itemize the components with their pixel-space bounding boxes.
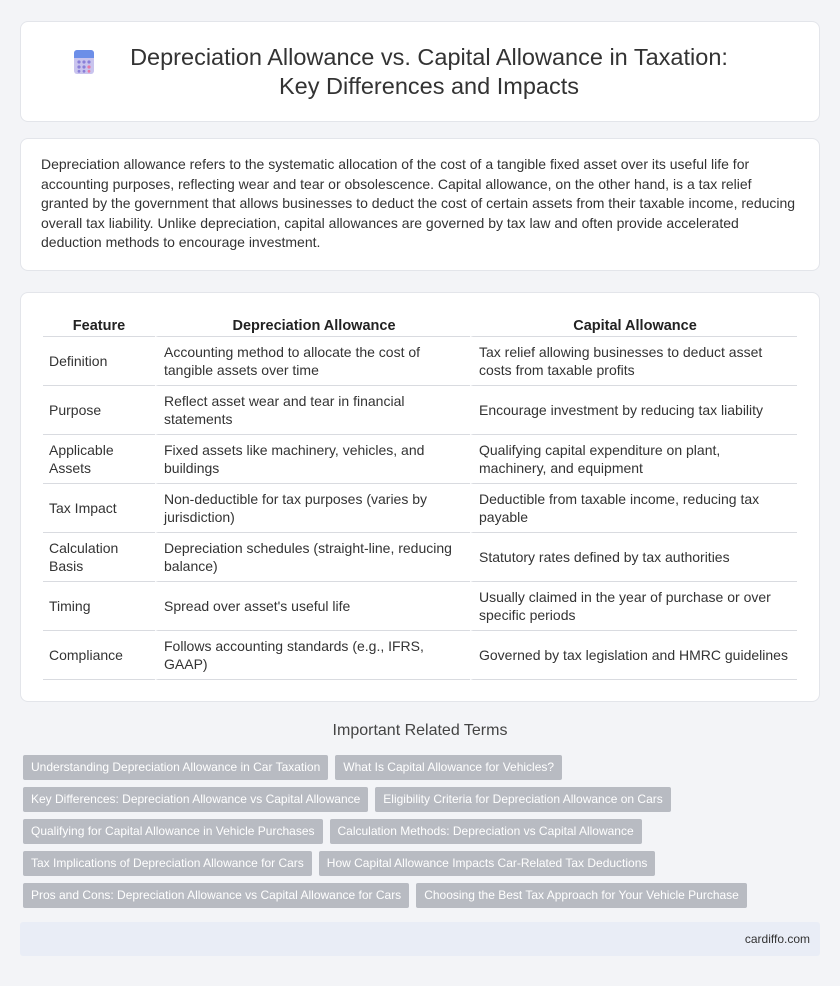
- table-row: [43, 337, 797, 386]
- table-row: [43, 631, 797, 680]
- table-cell: Applicable Assets: [43, 435, 155, 484]
- column-header-depreciation: Depreciation Allowance: [155, 313, 470, 337]
- site-link[interactable]: cardiffo.com: [744, 932, 810, 946]
- table-header-row: [43, 313, 797, 337]
- intro-paragraph: Depreciation allowance refers to the systematic allocation of the cost of a tangible fixed asset over its useful life for accounting purposes, reflecting wear and tear or obsolescence. Capital allowance, on the other hand, is a tax relief granted by the government that allows businesses to deduct the cost of certain assets from their taxable income, reducing overall tax liability. Unlike depreciation, capital allowances are governed by tax law and often provide accelerated deduction methods to encourage investment.: [41, 156, 796, 250]
- related-terms-title: Important Related Terms: [332, 722, 508, 739]
- table-cell: Statutory rates defined by tax authorities: [470, 533, 797, 582]
- table-cell: Encourage investment by reducing tax liability: [470, 386, 797, 435]
- related-term-link[interactable]: Pros and Cons: Depreciation Allowance vs Capital Allowance for Cars: [23, 883, 409, 908]
- related-term-link[interactable]: Choosing the Best Tax Approach for Your Vehicle Purchase: [416, 883, 747, 908]
- table-cell: Qualifying capital expenditure on plant, machinery, and equipment: [470, 435, 797, 484]
- table-cell: Accounting method to allocate the cost of tangible assets over time: [155, 337, 470, 386]
- table-cell: Usually claimed in the year of purchase or over specific periods: [470, 582, 797, 631]
- related-term-link[interactable]: Key Differences: Depreciation Allowance vs Capital Allowance: [23, 787, 368, 812]
- table-cell: Spread over asset's useful life: [155, 582, 470, 631]
- related-term-link[interactable]: Understanding Depreciation Allowance in Car Taxation: [23, 755, 328, 780]
- tag-row: [23, 787, 823, 812]
- intro-card: [20, 138, 820, 271]
- table-cell: Non-deductible for tax purposes (varies by jurisdiction): [155, 484, 470, 533]
- table-row: [43, 435, 797, 484]
- table-cell: Tax Impact: [43, 484, 155, 533]
- footer: [20, 922, 820, 956]
- column-header-feature: Feature: [43, 313, 155, 337]
- table-cell: Reflect asset wear and tear in financial statements: [155, 386, 470, 435]
- table-row: [43, 484, 797, 533]
- page-title: Depreciation Allowance vs. Capital Allowance in Taxation: Key Differences and Impacts: [130, 43, 728, 99]
- table-cell: Tax relief allowing businesses to deduct asset costs from taxable profits: [470, 337, 797, 386]
- tag-row: [23, 819, 823, 844]
- comparison-table-card: [20, 292, 820, 702]
- table-row: [43, 386, 797, 435]
- table-cell: Purpose: [43, 386, 155, 435]
- related-term-link[interactable]: How Capital Allowance Impacts Car-Related Tax Deductions: [319, 851, 656, 876]
- table-cell: Calculation Basis: [43, 533, 155, 582]
- table-cell: Compliance: [43, 631, 155, 680]
- related-term-link[interactable]: What Is Capital Allowance for Vehicles?: [335, 755, 562, 780]
- tag-row: [23, 883, 823, 908]
- tag-row: [23, 755, 823, 780]
- calculator-icon: [71, 49, 97, 75]
- related-terms-tags: [23, 755, 823, 915]
- related-term-link[interactable]: Calculation Methods: Depreciation vs Capital Allowance: [330, 819, 642, 844]
- table-cell: Definition: [43, 337, 155, 386]
- table-cell: Timing: [43, 582, 155, 631]
- table-cell: Follows accounting standards (e.g., IFRS, GAAP): [155, 631, 470, 680]
- table-row: [43, 533, 797, 582]
- tag-row: [23, 851, 823, 876]
- table-cell: Deductible from taxable income, reducing tax payable: [470, 484, 797, 533]
- comparison-table: [43, 313, 797, 680]
- related-term-link[interactable]: Eligibility Criteria for Depreciation Allowance on Cars: [375, 787, 670, 812]
- related-term-link[interactable]: Qualifying for Capital Allowance in Vehicle Purchases: [23, 819, 323, 844]
- table-row: [43, 582, 797, 631]
- table-cell: Governed by tax legislation and HMRC guidelines: [470, 631, 797, 680]
- table-cell: Fixed assets like machinery, vehicles, and buildings: [155, 435, 470, 484]
- table-cell: Depreciation schedules (straight-line, reducing balance): [155, 533, 470, 582]
- header-card: [20, 21, 820, 122]
- related-term-link[interactable]: Tax Implications of Depreciation Allowance for Cars: [23, 851, 312, 876]
- column-header-capital: Capital Allowance: [470, 313, 797, 337]
